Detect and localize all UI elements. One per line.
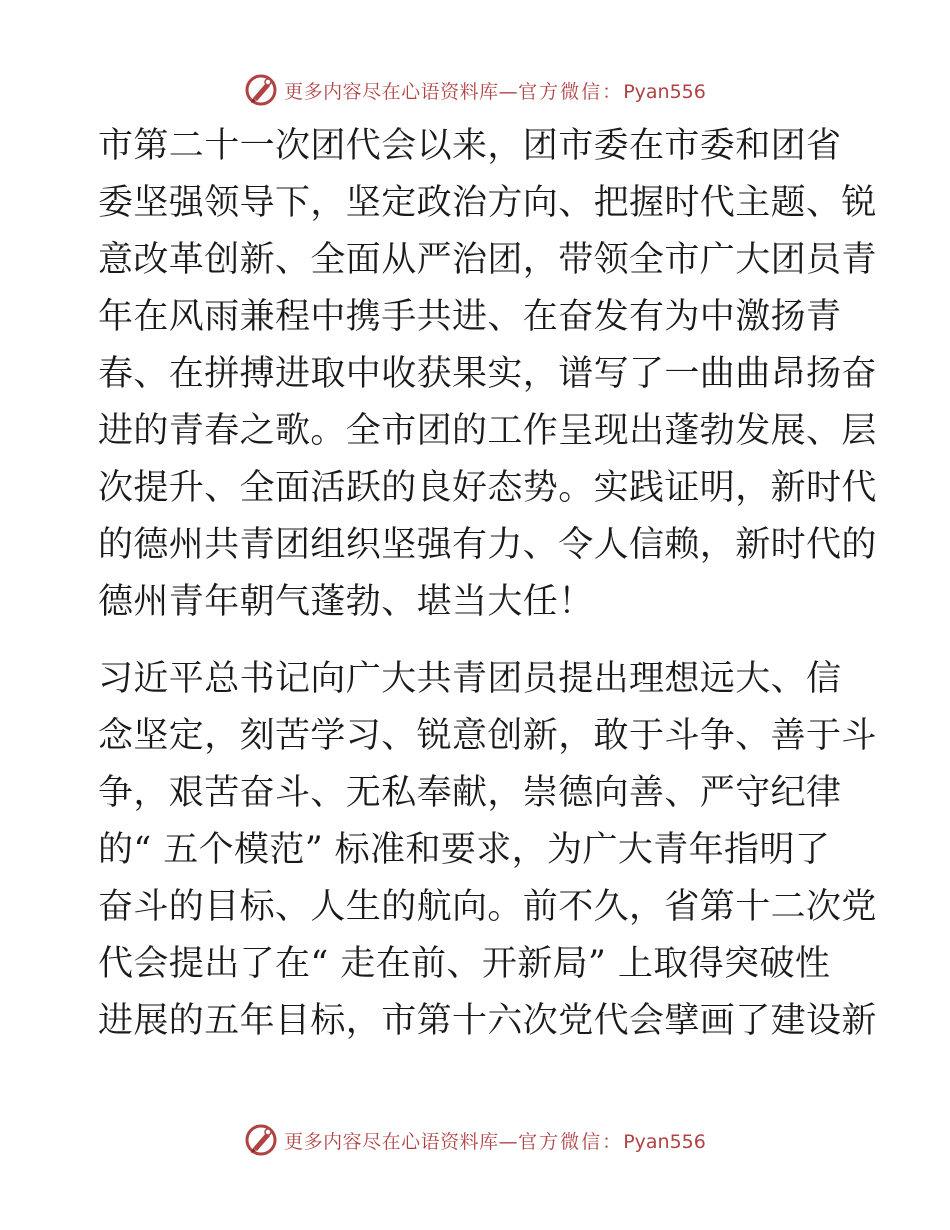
text-line: 的德州共青团组织坚强有力、令人信赖，新时代的 — [98, 525, 877, 565]
footer-watermark — [0, 1120, 950, 1160]
text-line: 委坚强领导下，坚定政治方向、把握时代主题、锐 — [98, 183, 877, 223]
watermark-site-text: 更多内容尽在心语资料库 — [284, 1130, 499, 1153]
watermark-text — [284, 1127, 706, 1154]
watermark-wechat-id: Pyan556 — [623, 80, 706, 103]
pen-logo-icon — [244, 1123, 278, 1157]
watermark-wechat-label: 官方微信： — [518, 80, 624, 103]
document-body — [98, 118, 877, 1050]
text-line: 次提升、全面活跃的良好态势。实践证明，新时代 — [98, 468, 877, 508]
text-line: 进的青春之歌。全市团的工作呈现出蓬勃发展、层 — [98, 411, 877, 451]
text-line: 意改革创新、全面从严治团，带领全市广大团员青 — [98, 240, 877, 280]
text-line: 念坚定，刻苦学习、锐意创新，敢于斗争、善于斗 — [98, 716, 877, 756]
watermark-text — [284, 77, 706, 104]
text-line: 代会提出了在“ 走在前、开新局” 上取得突破性 — [98, 944, 831, 984]
text-line: 进展的五年目标，市第十六次党代会擘画了建设新 — [98, 1001, 877, 1041]
text-line: 争，艰苦奋斗、无私奉献，崇德向善、严守纪律 — [98, 773, 842, 813]
text-line: 的“ 五个模范” 标准和要求，为广大青年指明了 — [98, 830, 831, 870]
paragraph-1 — [98, 118, 877, 631]
header-watermark — [0, 70, 950, 110]
watermark-separator: — — [498, 1130, 519, 1153]
pen-logo-icon — [244, 73, 278, 107]
text-line: 市第二十一次团代会以来，团市委在市委和团省 — [98, 126, 842, 166]
watermark-separator: — — [498, 80, 519, 103]
watermark-site-text: 更多内容尽在心语资料库 — [284, 80, 499, 103]
watermark-wechat-label: 官方微信： — [518, 1130, 624, 1153]
text-line: 奋斗的目标、人生的航向。前不久，省第十二次党 — [98, 887, 877, 927]
text-line: 德州青年朝气蓬勃、堪当大任！ — [98, 582, 594, 622]
paragraph-2 — [98, 651, 877, 1050]
text-line: 春、在拼搏进取中收获果实，谱写了一曲曲昂扬奋 — [98, 354, 877, 394]
watermark-wechat-id: Pyan556 — [623, 1130, 706, 1153]
text-line: 习近平总书记向广大共青团员提出理想远大、信 — [98, 659, 842, 699]
text-line: 年在风雨兼程中携手共进、在奋发有为中激扬青 — [98, 297, 842, 337]
